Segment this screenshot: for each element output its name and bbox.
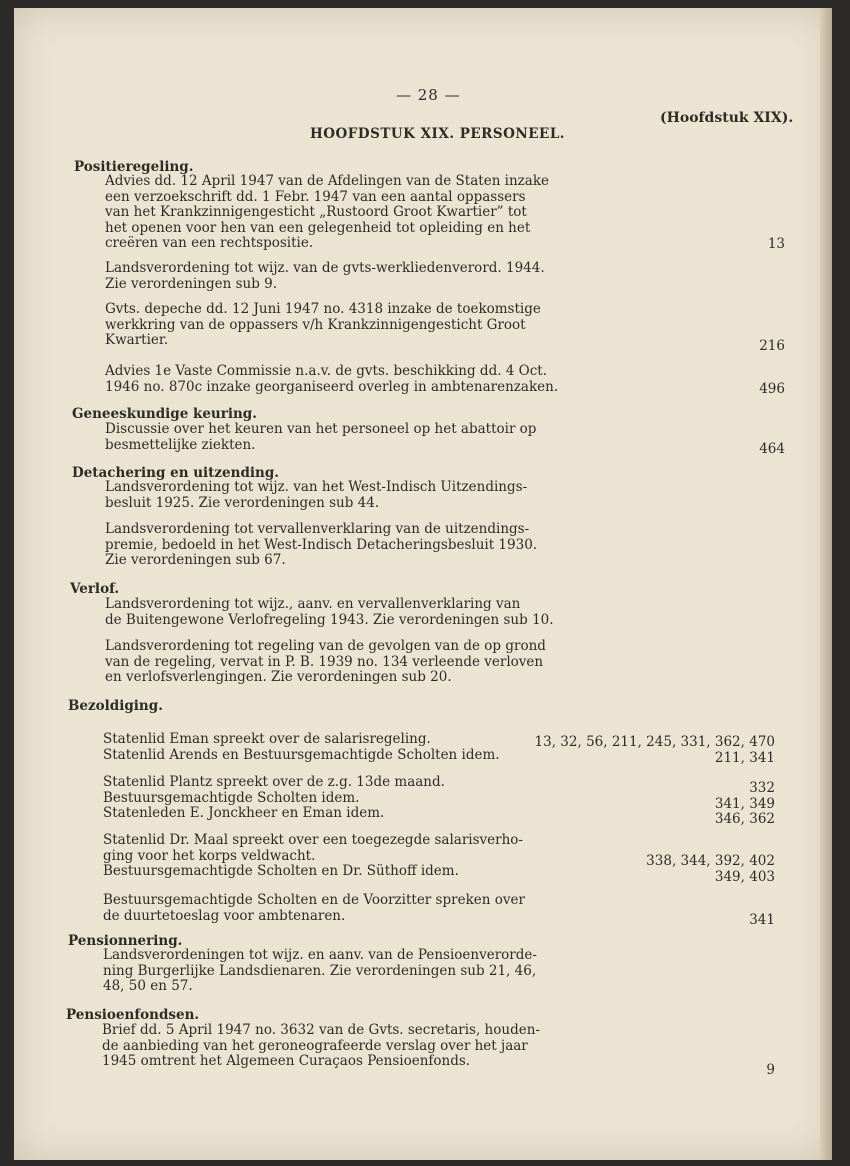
text-line: 1946 no. 870c inzake georganiseerd overleg in ambtenarenzaken.	[105, 378, 559, 395]
text-line: Statenlid Arends en Bestuursgemachtigde Scholten idem.	[103, 746, 500, 763]
text-line: premie, bedoeld in het West-Indisch Detacheringsbesluit 1930.	[105, 536, 538, 553]
entry-text	[105, 522, 537, 569]
text-line: ning Burgerlijke Landsdienaren. Zie verordeningen sub 21, 46,	[103, 962, 537, 979]
text-line: Landsverordeningen tot wijz. en aanv. van de Pensioenverorde-	[103, 947, 537, 963]
reference-line: 346, 362	[714, 811, 775, 827]
page-reference: 216	[759, 338, 785, 354]
text-line: werkkring van de oppassers v/h Krankzinnigengesticht Groot	[105, 316, 526, 333]
section-heading-pensionnering: Pensionnering.	[68, 933, 183, 949]
page-references	[614, 781, 775, 828]
section-heading-verlof: Verlof.	[70, 581, 120, 597]
page-spine	[820, 8, 832, 1160]
text-line: Landsverordening tot wijz., aanv. en vervallenverklaring van	[105, 596, 521, 612]
text-line: besmettelijke ziekten.	[105, 436, 256, 453]
entry-text	[105, 597, 554, 628]
entry-text	[105, 364, 558, 395]
reference-line: 338, 344, 392, 402	[646, 853, 775, 869]
section-heading-bezoldiging: Bezoldiging.	[68, 698, 163, 714]
text-line: Statenlid Eman spreekt over de salarisregeling.	[103, 731, 431, 747]
page-number: — 28 —	[396, 86, 461, 104]
entry-text	[105, 174, 549, 252]
text-line: Kwartier.	[105, 332, 169, 348]
text-line: Landsverordening tot wijz. van de gvts-werkliedenverord. 1944.	[105, 260, 545, 276]
text-line: de Buitengewone Verlofregeling 1943. Zie verordeningen sub 10.	[105, 611, 554, 628]
entry-text	[103, 732, 500, 763]
reference-line: 349, 403	[714, 868, 775, 885]
text-line: Statenleden E. Jonckheer en Eman idem.	[103, 805, 385, 821]
text-line: de aanbieding van het geroneografeerde verslag over het jaar	[102, 1037, 528, 1054]
entry-text	[105, 302, 541, 349]
entry-text	[105, 261, 545, 292]
entry-text	[102, 1023, 540, 1070]
page-reference: 496	[759, 381, 785, 397]
page-reference: 341	[749, 912, 775, 928]
reference-line: 13, 32, 56, 211, 245, 331, 362, 470	[534, 734, 775, 750]
text-line: Landsverordening tot wijz. van het West-Indisch Uitzendings-	[105, 479, 528, 495]
page-references	[510, 735, 775, 766]
entry-text	[103, 775, 445, 822]
section-heading-detachering: Detachering en uitzending.	[72, 465, 279, 481]
text-line: Statenlid Plantz spreekt over de z.g. 13de maand.	[103, 774, 445, 790]
text-line: Advies 1e Vaste Commissie n.a.v. de gvts. beschikking dd. 4 Oct.	[105, 363, 548, 379]
entry-text	[105, 422, 536, 453]
text-line: 1945 omtrent het Algemeen Curaçaos Pensioenfonds.	[102, 1053, 471, 1069]
entry-text	[105, 639, 546, 686]
text-line: creëren van een rechtspositie.	[105, 235, 314, 251]
text-line: Landsverordening tot vervallenverklaring van de uitzendings-	[105, 521, 530, 537]
text-line: Discussie over het keuren van het personeel op het abattoir op	[105, 421, 537, 437]
entry-text	[103, 893, 525, 924]
text-line: Brief dd. 5 April 1947 no. 3632 van de Gvts. secretaris, houden-	[102, 1022, 540, 1038]
entry-text	[103, 948, 537, 995]
page-references	[574, 854, 775, 885]
text-line: besluit 1925. Zie verordeningen sub 44.	[105, 494, 380, 511]
text-line: het openen voor hen van een gelegenheid tot opleiding en het	[105, 219, 531, 236]
page-reference: 464	[759, 441, 785, 457]
text-line: Statenlid Dr. Maal spreekt over een toegezegde salarisverho-	[103, 832, 523, 848]
section-heading-pensioenfondsen: Pensioenfondsen.	[66, 1007, 200, 1023]
text-line: de duurtetoeslag voor ambtenaren.	[103, 907, 346, 924]
section-heading-positieregeling: Positieregeling.	[74, 159, 194, 175]
text-line: en verlofsverlengingen. Zie verordeningen sub 20.	[105, 669, 452, 685]
entry-text	[105, 480, 527, 511]
text-line: Gvts. depeche dd. 12 Juni 1947 no. 4318 inzake de toekomstige	[105, 301, 541, 317]
chapter-reference: (Hoofdstuk XIX).	[660, 110, 794, 126]
text-line: ging voor het korps veldwacht.	[103, 847, 316, 864]
text-line: van het Krankzinnigengesticht „Rustoord Groot Kwartier” tot	[105, 204, 527, 220]
text-line: Landsverordening tot regeling van de gevolgen van de op grond	[105, 638, 546, 654]
text-line: Bestuursgemachtigde Scholten en de Voorzitter spreken over	[103, 892, 525, 908]
page-reference: 9	[766, 1062, 775, 1078]
text-line: een verzoekschrift dd. 1 Febr. 1947 van een aantal oppassers	[105, 188, 526, 205]
page-reference: 13	[767, 236, 785, 252]
text-line: Zie verordeningen sub 9.	[105, 275, 278, 292]
reference-line: 211, 341	[714, 749, 775, 766]
document-page	[14, 8, 832, 1160]
text-line: Zie verordeningen sub 67.	[105, 552, 286, 568]
text-line: Bestuursgemachtigde Scholten en Dr. Süthoff idem.	[103, 863, 459, 879]
text-line: Bestuursgemachtigde Scholten idem.	[103, 789, 360, 806]
text-line: Advies dd. 12 April 1947 van de Afdelingen van de Staten inzake	[105, 173, 550, 189]
text-line: van de regeling, vervat in P. B. 1939 no. 134 verleende verloven	[105, 653, 544, 670]
reference-line: 332	[749, 780, 775, 796]
reference-line: 341, 349	[714, 795, 775, 812]
entry-text	[103, 833, 523, 880]
chapter-title: HOOFDSTUK XIX. PERSONEEL.	[310, 126, 566, 142]
section-heading-keuring: Geneeskundige keuring.	[72, 406, 257, 422]
text-line: 48, 50 en 57.	[103, 978, 193, 994]
